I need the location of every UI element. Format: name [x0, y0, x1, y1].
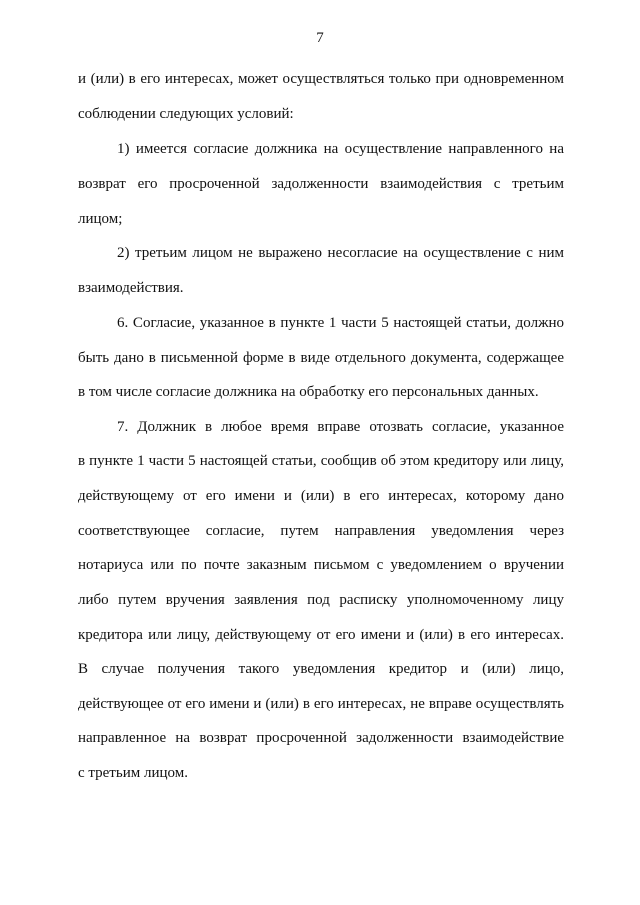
paragraph-line: взаимодействия.: [78, 280, 184, 296]
paragraph-line: 2) третьим лицом не выражено несогласие на осуществление с ним: [117, 245, 564, 261]
paragraph-line: либо путем вручения заявления под расписку уполномоченному лицу: [78, 592, 564, 608]
paragraph-line: в пункте 1 части 5 настоящей статьи, сообщив об этом кредитору или лицу,: [78, 453, 564, 469]
paragraph-line: 7. Должник в любое время вправе отозвать согласие, указанное: [117, 419, 564, 435]
paragraph-line: действующее от его имени и (или) в его интересах, не вправе осуществлять: [78, 696, 564, 712]
paragraph-line: с третьим лицом.: [78, 765, 188, 781]
paragraph-line: быть дано в письменной форме в виде отдельного документа, содержащее: [78, 350, 564, 366]
paragraph-line: и (или) в его интересах, может осуществляться только при одновременном: [78, 71, 564, 87]
paragraph-line: нотариуса или по почте заказным письмом с уведомлением о вручении: [78, 557, 564, 573]
page-number: 7: [316, 30, 324, 46]
paragraph-line: возврат его просроченной задолженности взаимодействия с третьим: [78, 176, 564, 192]
paragraph-line: соответствующее согласие, путем направления уведомления через: [78, 523, 564, 539]
paragraph-line: лицом;: [78, 211, 123, 227]
paragraph-line: 6. Согласие, указанное в пункте 1 части 5 настоящей статьи, должно: [117, 315, 564, 331]
paragraph-line: направленное на возврат просроченной задолженности взаимодействие: [78, 730, 564, 746]
paragraph-line: кредитора или лицу, действующему от его имени и (или) в его интересах.: [78, 627, 564, 643]
paragraph-line: В случае получения такого уведомления кредитор и (или) лицо,: [78, 661, 564, 677]
paragraph-line: 1) имеется согласие должника на осуществление направленного на: [117, 141, 564, 157]
paragraph-line: соблюдении следующих условий:: [78, 106, 294, 122]
paragraph-line: действующему от его имени и (или) в его интересах, которому дано: [78, 488, 564, 504]
paragraph-line: в том числе согласие должника на обработку его персональных данных.: [78, 384, 539, 400]
